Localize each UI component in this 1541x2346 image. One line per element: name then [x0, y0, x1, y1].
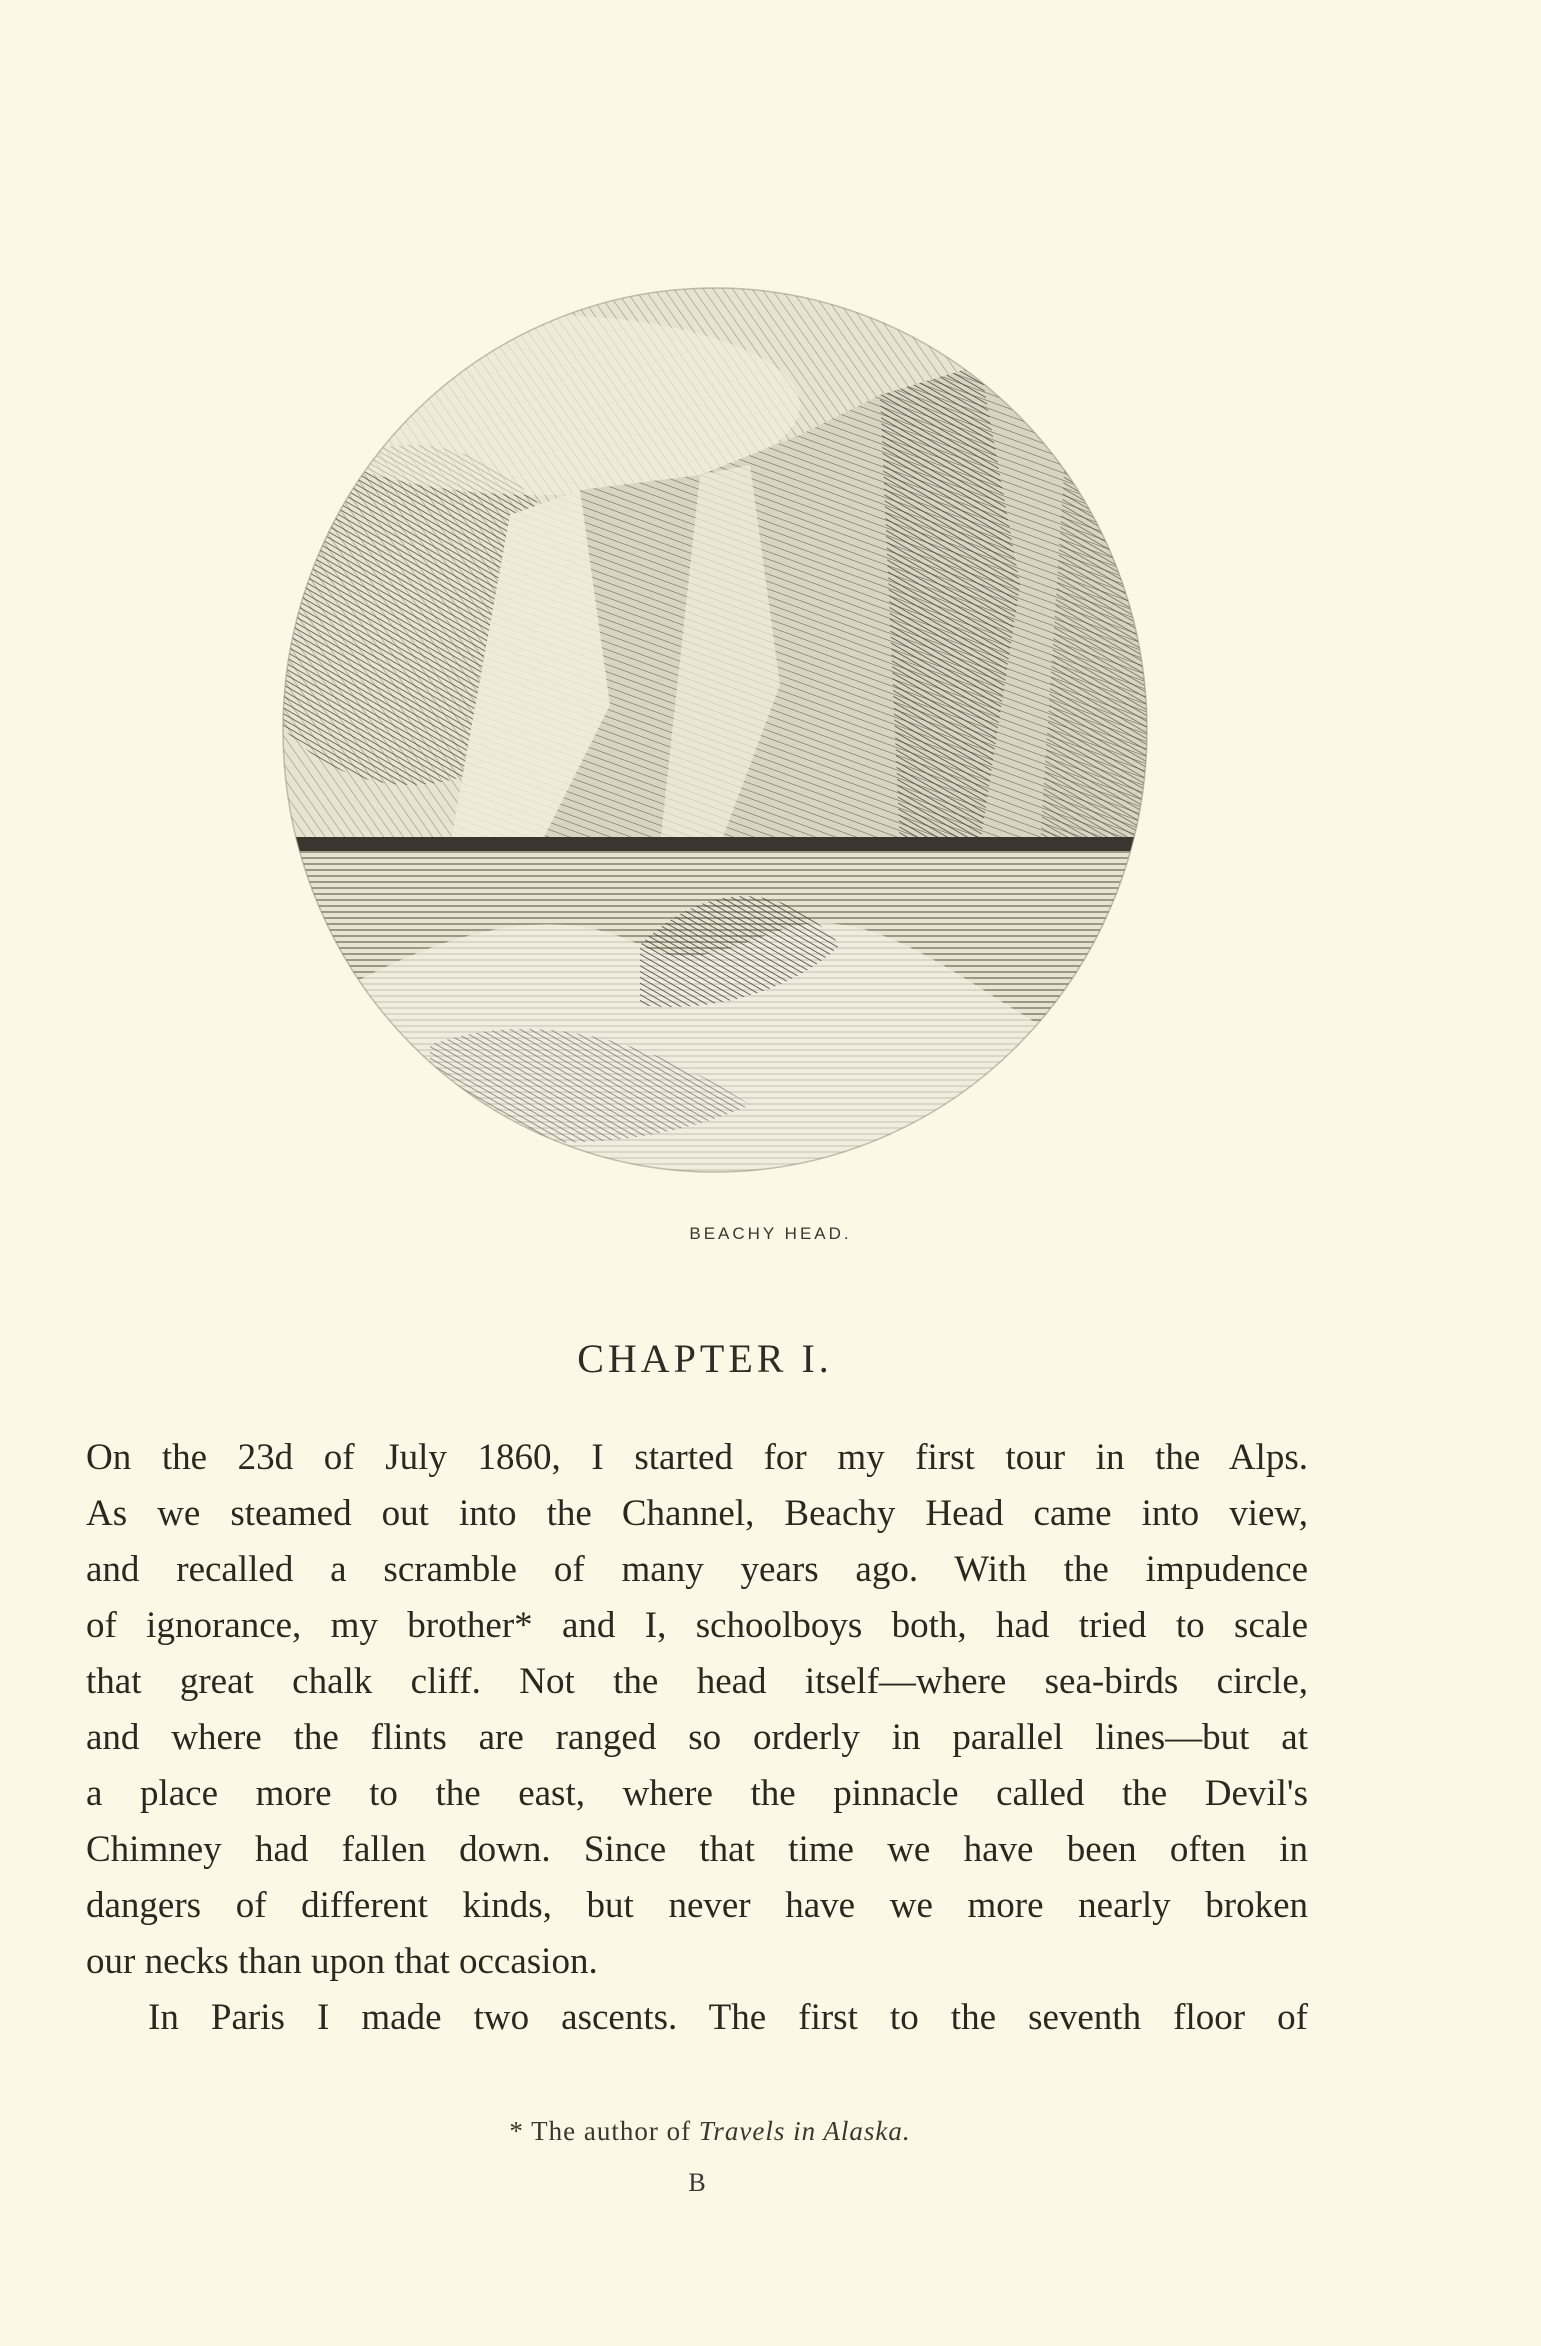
beachy-head-engraving: [280, 285, 1150, 1190]
body-line: As we steamed out into the Channel, Beachy Head came into view,: [86, 1493, 1308, 1534]
footnote-book-title: Travels in Alaska.: [698, 2116, 911, 2146]
body-line: On the 23d of July 1860, I started for my first tour in the Alps.: [86, 1437, 1308, 1478]
body-line: and recalled a scramble of many years ago. With the impudence: [86, 1549, 1308, 1590]
body-line: Chimney had fallen down. Since that time we have been often in: [86, 1829, 1308, 1870]
body-line: dangers of different kinds, but never have we more nearly broken: [86, 1885, 1308, 1926]
illustration-caption: BEACHY HEAD.: [689, 1224, 852, 1243]
body-line: a place more to the east, where the pinnacle called the Devil's: [86, 1773, 1308, 1814]
footnote: [0, 2116, 1420, 2147]
chapter-body: [86, 1430, 1308, 2046]
body-line: our necks than upon that occasion.: [86, 1941, 598, 1982]
body-line: and where the flints are ranged so orderly in parallel lines—but at: [86, 1717, 1308, 1758]
body-line: that great chalk cliff. Not the head itself—where sea-birds circle,: [86, 1661, 1308, 1702]
footnote-prefix: * The author of: [509, 2116, 699, 2146]
signature-mark: B: [688, 2168, 706, 2197]
chapter-title: CHAPTER I.: [577, 1336, 833, 1381]
engraving-cliff-seascape-icon: [280, 285, 1150, 1190]
body-line: of ignorance, my brother* and I, schoolboys both, had tried to scale: [86, 1605, 1308, 1646]
body-line: In Paris I made two ascents. The first to the seventh floor of: [148, 1997, 1308, 2038]
